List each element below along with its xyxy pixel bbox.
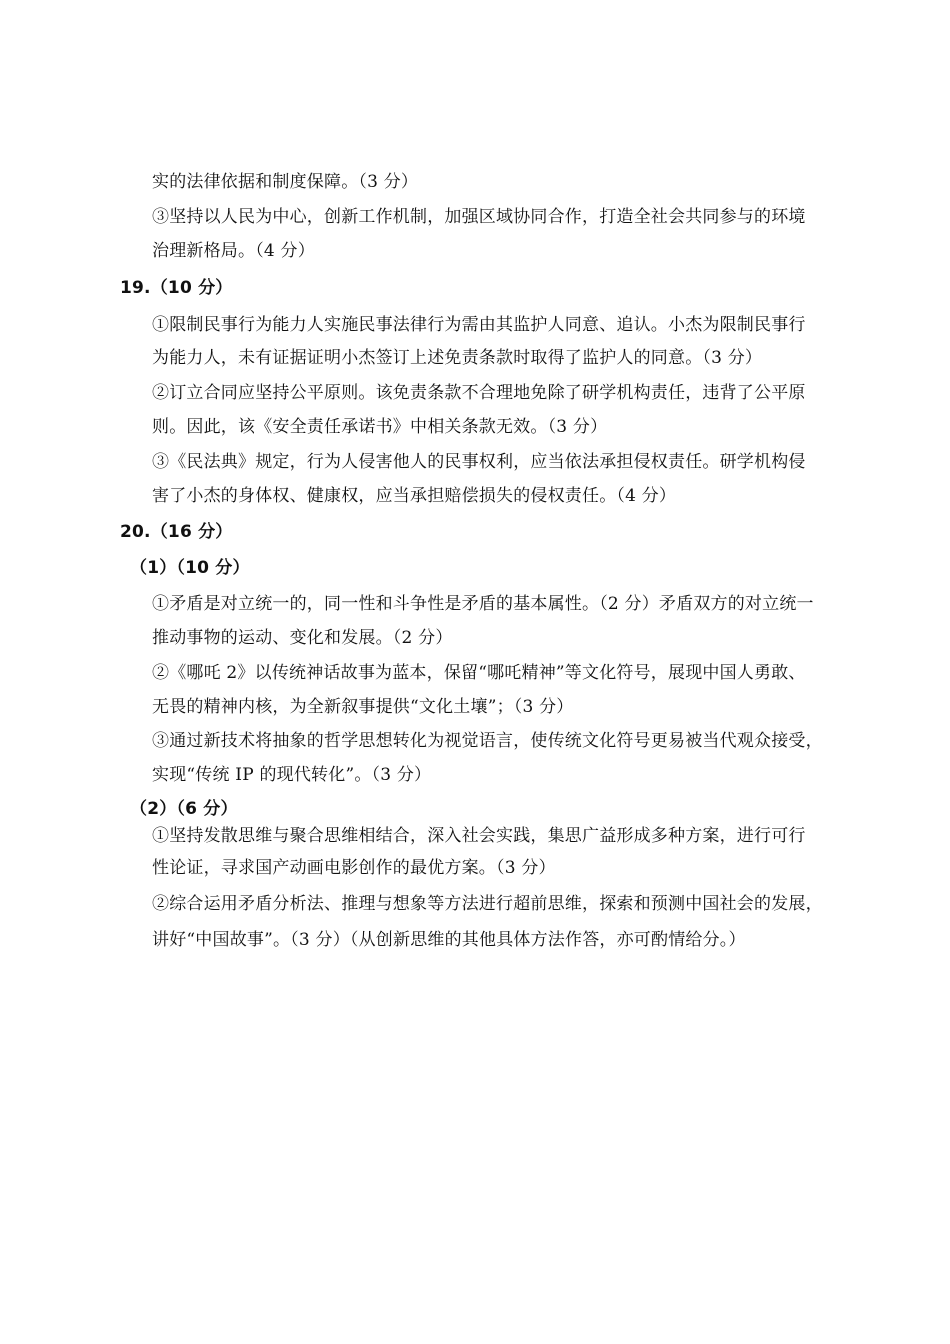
q19-item1-line2: 为能力人，未有证据证明小杰签订上述免责条款时取得了监护人的同意。（3 分） bbox=[152, 348, 763, 368]
q19-heading: 19.（10 分） bbox=[120, 278, 233, 298]
q20-part1-heading: （1）（10 分） bbox=[130, 558, 250, 578]
q18-item3-line1: ③坚持以人民为中心，创新工作机制，加强区域协同合作，打造全社会共同参与的环境 bbox=[152, 207, 806, 227]
q20-part2-item2-line1: ②综合运用矛盾分析法、推理与想象等方法进行超前思维，探索和预测中国社会的发展， bbox=[152, 894, 823, 914]
q20-part2-item1-line1: ①坚持发散思维与聚合思维相结合，深入社会实践，集思广益形成多种方案，进行可行 bbox=[152, 826, 806, 846]
q20-part1-item3-line2: 实现“传统 IP 的现代转化”。（3 分） bbox=[152, 765, 432, 785]
q18-item3-line2: 治理新格局。（4 分） bbox=[152, 241, 315, 261]
q20-part1-item1-line2: 推动事物的运动、变化和发展。（2 分） bbox=[152, 628, 453, 648]
q19-item1-line1: ①限制民事行为能力人实施民事法律行为需由其监护人同意、追认。小杰为限制民事行 bbox=[152, 315, 806, 335]
q20-part1-item2-line1: ②《哪吒 2》以传统神话故事为蓝本，保留“哪吒精神”等文化符号，展现中国人勇敢、 bbox=[152, 663, 806, 683]
q19-item2-line2: 则。因此，该《安全责任承诺书》中相关条款无效。（3 分） bbox=[152, 417, 608, 437]
q20-part2-item2-line2: 讲好“中国故事”。（3 分）（从创新思维的其他具体方法作答，亦可酌情给分。） bbox=[152, 930, 746, 950]
q20-part1-item3-line1: ③通过新技术将抽象的哲学思想转化为视觉语言，使传统文化符号更易被当代观众接受， bbox=[152, 731, 823, 751]
q20-part2-heading: （2）（6 分） bbox=[130, 799, 238, 819]
q20-part1-item1-line1: ①矛盾是对立统一的，同一性和斗争性是矛盾的基本属性。（2 分）矛盾双方的对立统一 bbox=[152, 594, 814, 614]
q18-continued-line: 实的法律依据和制度保障。（3 分） bbox=[152, 172, 419, 192]
q20-heading: 20.（16 分） bbox=[120, 522, 233, 542]
q19-item3-line2: 害了小杰的身体权、健康权，应当承担赔偿损失的侵权责任。（4 分） bbox=[152, 486, 677, 506]
q20-part1-item2-line2: 无畏的精神内核，为全新叙事提供“文化土壤”；（3 分） bbox=[152, 697, 574, 717]
q20-part2-item1-line2: 性论证，寻求国产动画电影创作的最优方案。（3 分） bbox=[152, 858, 556, 878]
q19-item3-line1: ③《民法典》规定，行为人侵害他人的民事权利，应当依法承担侵权责任。研学机构侵 bbox=[152, 452, 806, 472]
q19-item2-line1: ②订立合同应坚持公平原则。该免责条款不合理地免除了研学机构责任，违背了公平原 bbox=[152, 383, 806, 403]
